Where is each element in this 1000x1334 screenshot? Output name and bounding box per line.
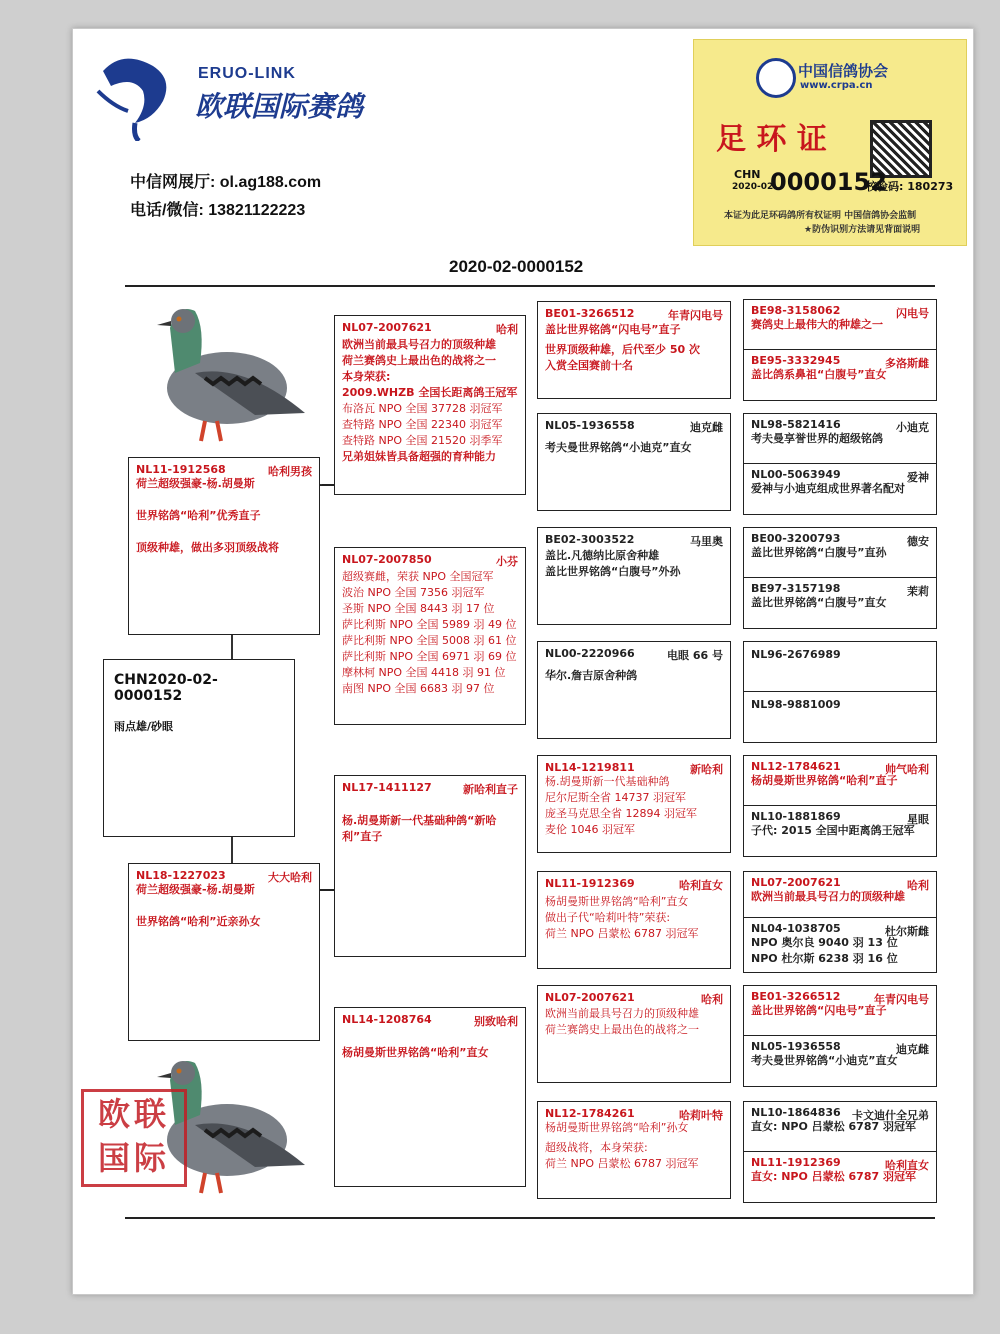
pigeon-name: 哈利 [496,323,518,336]
connector [231,635,233,659]
pigeon-name: 哈利直女 [679,879,723,892]
pigeon-name: 星眼 [907,813,929,826]
pedigree-line: 杨胡曼斯世界铭鸽“哈利”直女 [342,1046,489,1059]
top-rule [125,285,935,287]
website-line: 中信网展厅: ol.ag188.com [130,174,322,191]
pigeon-name: 迪克雌 [896,1043,929,1056]
connector [320,484,334,486]
brand-chinese: 欧联国际赛鸽 [195,90,364,123]
pigeon-id: BE02-3003522 [545,533,635,546]
pigeon-id: BE01-3266512 [751,990,841,1003]
gen4-pair-6 [743,871,937,973]
cert-ring-number: 0000152 [770,168,887,196]
pedigree-line: 兄弟姐妹皆具备超强的育种能力 [342,450,496,463]
pigeon-name: 哈利 [701,993,723,1006]
pedigree-line: 世界顶级种雄，后代至少 50 次 [545,343,700,356]
brand-english: ERUO-LINK [198,65,296,82]
pigeon-name: 新哈利直子 [463,783,518,796]
pedigree-line: 考夫曼享誉世界的超级铭鸽 [751,432,883,445]
gen4-pair-4 [743,641,937,743]
gen3-box-4 [537,641,731,739]
pigeon-id: NL11-1912369 [545,877,635,890]
pigeon-name: 年青闪电号 [874,993,929,1006]
pigeon-name: 哈莉叶特 [679,1109,723,1122]
pigeon-name: 别致哈利 [474,1015,518,1028]
pedigree-line: 荷兰超级强豪-杨.胡曼斯 [136,883,255,896]
pedigree-line: 麦伦 1046 羽冠军 [545,823,635,836]
subject-desc: 雨点雄/砂眼 [114,720,174,733]
pedigree-line: 直女: NPO 吕蒙松 6787 羽冠军 [751,1120,916,1133]
gen2-box-2 [334,547,526,725]
cert-url: www.crpa.cn [800,80,873,91]
cert-ring-prefix: CHN [734,168,761,181]
pedigree-line: 荷兰 NPO 吕蒙松 6787 羽冠军 [545,1157,699,1170]
pedigree-line: 赛鸽史上最伟大的种雄之一 [751,318,883,331]
pedigree-line: 盖比世界铭鸽“白腹号”直孙 [751,546,887,559]
pedigree-line: 直女: NPO 吕蒙松 6787 羽冠军 [751,1170,916,1183]
pedigree-line: 庞圣马克思全省 12894 羽冠军 [545,807,697,820]
connector [320,889,334,891]
pigeon-id: NL07-2007621 [545,991,635,1004]
pedigree-line: 本身荣获: [342,370,391,383]
pigeon-id: NL07-2007621 [751,876,841,889]
phone-line: 电话/微信: 13821122223 [130,202,306,219]
pigeon-name: 年青闪电号 [668,309,723,322]
gen4-pair-1 [743,299,937,401]
subject-ring: CHN2020-02-0000152 [114,672,218,704]
pigeon-id: BE95-3332945 [751,354,841,367]
pigeon-name: 小迪克 [896,421,929,434]
pedigree-line: 世界铭鸽“哈利”近亲孙女 [136,915,261,928]
cert-ring-year: 2020-02 [732,182,774,192]
pigeon-id: BE98-3158062 [751,304,841,317]
pigeon-id: BE97-3157198 [751,582,841,595]
pigeon-name: 新哈利 [690,763,723,776]
dam-box [128,863,320,1041]
pedigree-line: 世界铭鸽“哈利”优秀直子 [136,509,261,522]
pedigree-line: 考夫曼世界铭鸽“小迪克”直女 [751,1054,898,1067]
crpa-logo-icon [756,58,796,98]
pigeon-name: 大大哈利 [268,871,312,884]
pigeon-id: NL14-1219811 [545,761,635,774]
bird-logo-icon [93,51,178,141]
cert-check-code: 校验码: 180273 [866,180,954,193]
pigeon-id: NL17-1411127 [342,781,432,794]
pedigree-line: 萨比利斯 NPO 全国 6971 羽 69 位 [342,650,517,663]
pedigree-line: 南图 NPO 全国 6683 羽 97 位 [342,682,495,695]
pedigree-line: 布洛瓦 NPO 全国 37728 羽冠军 [342,402,503,415]
pedigree-line: 超级战将，本身荣获: [545,1141,648,1154]
gen2-box-3 [334,775,526,957]
pedigree-line: 萨比利斯 NPO 全国 5989 羽 49 位 [342,618,517,631]
pedigree-line: 2009.WHZB 全国长距离鸽王冠军 [342,386,518,399]
pedigree-number: 2020-02-0000152 [449,257,584,276]
seal-text: 欧联国际 [97,1095,170,1177]
pigeon-id: NL10-1881869 [751,810,841,823]
pedigree-line: 波治 NPO 全国 7356 羽冠军 [342,586,485,599]
pedigree-line: 华尔.詹吉原舍种鸽 [545,669,638,682]
pedigree-line: 查特路 NPO 全国 22340 羽冠军 [342,418,503,431]
pedigree-line: 荷兰 NPO 吕蒙松 6787 羽冠军 [545,927,699,940]
pedigree-line: 盖比世界铭鸽“白腹号”直女 [751,596,887,609]
pigeon-id: NL98-5821416 [751,418,841,431]
pigeon-name: 卡文迪什全兄弟 [852,1109,929,1122]
pigeon-id: NL11-1912568 [136,463,226,476]
gen4-pair-3 [743,527,937,629]
gen3-box-8 [537,1101,731,1199]
gen3-box-6 [537,871,731,969]
pedigree-line: 杨.胡曼斯新一代基础种鸽“新哈 [342,814,497,827]
connector [231,837,233,863]
pedigree-line: 盖比世界铭鸽“闪电号”直子 [545,323,681,336]
gen3-box-7 [537,985,731,1083]
pigeon-id: NL12-1784621 [751,760,841,773]
pedigree-line: 查特路 NPO 全国 21520 羽季军 [342,434,503,447]
gen2-box-1 [334,315,526,495]
pigeon-photo-top [135,293,315,453]
pedigree-line [136,492,312,508]
pedigree-line [342,797,518,813]
pigeon-id: NL98-9881009 [751,698,841,711]
gen4-pair-7 [743,985,937,1087]
pedigree-line: 欧洲当前最具号召力的顶级种雄 [751,890,905,903]
gen3-box-2 [537,413,731,511]
pedigree-line [136,524,312,540]
gen4-pair-2 [743,413,937,515]
pedigree-line: NPO 奥尔良 9040 羽 13 位 [751,936,898,949]
pigeon-id: NL00-2220966 [545,647,635,660]
pedigree-line: 荷兰赛鸽史上最出色的战将之一 [545,1023,699,1036]
cert-note1: 本证为此足环码鸽所有权证明 中国信鸽协会监制 [724,211,917,221]
gen3-box-5 [537,755,731,853]
pedigree-line: 子代: 2015 全国中距离鸽王冠军 [751,824,915,837]
gen3-box-3 [537,527,731,625]
pigeon-id: NL07-2007621 [342,321,432,334]
pigeon-id: NL04-1038705 [751,922,841,935]
pedigree-line: 做出子代“哈莉叶特”荣获: [545,911,671,924]
pigeon-id: NL05-1936558 [751,1040,841,1053]
pigeon-name: 哈利 [907,879,929,892]
connector [320,484,322,485]
cert-note2: ★防伪识别方法请见背面说明 [804,225,921,235]
pedigree-line: 萨比利斯 NPO 全国 5008 羽 61 位 [342,634,517,647]
pedigree-line: 荷兰赛鸽史上最出色的战将之一 [342,354,496,367]
pedigree-line: 圣斯 NPO 全国 8443 羽 17 位 [342,602,495,615]
pigeon-name: 迪克雌 [690,421,723,434]
pedigree-line: 盖比鸽系鼻祖“白腹号”直女 [751,368,887,381]
subject-box [103,659,295,837]
cert-title: 足 环 证 [716,122,827,157]
pedigree-line: 利”直子 [342,830,383,843]
red-seal-stamp [81,1089,187,1187]
pedigree-line: 考夫曼世界铭鸽“小迪克”直女 [545,441,692,454]
pigeon-id: NL14-1208764 [342,1013,432,1026]
pedigree-line: 盖比世界铭鸽“闪电号”直子 [751,1004,887,1017]
pigeon-id: NL18-1227023 [136,869,226,882]
pedigree-line: 尼尔尼斯全省 14737 羽冠军 [545,791,686,804]
pigeon-name: 哈利男孩 [268,465,312,478]
pigeon-id: NL00-5063949 [751,468,841,481]
pigeon-name: 闪电号 [896,307,929,320]
pigeon-id: BE01-3266512 [545,307,635,320]
pedigree-line: 荷兰超级强豪-杨.胡曼斯 [136,477,255,490]
pigeon-name: 多洛斯雌 [885,357,929,370]
gen2-box-4 [334,1007,526,1187]
pigeon-name: 茉莉 [907,585,929,598]
pigeon-id: BE00-3200793 [751,532,841,545]
bottom-rule [125,1217,935,1219]
pedigree-line: 入赏全国赛前十名 [545,359,633,372]
pigeon-id: NL12-1784261 [545,1107,635,1120]
pedigree-line: 摩林柯 NPO 全国 4418 羽 91 位 [342,666,506,679]
pigeon-name: 小芬 [496,555,518,568]
pigeon-name: 电眼 66 号 [667,649,723,662]
cert-org: 中国信鸽协会 [798,62,889,80]
pedigree-line: 盖比.凡德纳比原舍种雄 [545,549,660,562]
pedigree-line: 杨胡曼斯世界铭鸽“哈利”直子 [751,774,898,787]
pigeon-name: 帅气哈利 [885,763,929,776]
pigeon-id: NL96-2676989 [751,648,841,661]
pedigree-line: 杨胡曼斯世界铭鸽“哈利”直女 [545,895,689,908]
gen4-pair-8 [743,1101,937,1203]
pedigree-line: NPO 杜尔斯 6238 羽 16 位 [751,952,898,965]
pedigree-line: 顶级种雄，做出多羽顶级战将 [136,541,279,554]
pigeon-id: NL05-1936558 [545,419,635,432]
pedigree-line: 欧洲当前最具号召力的顶级种雄 [545,1007,699,1020]
pedigree-line: 杨.胡曼斯新一代基础种鸽 [545,775,670,788]
gen3-box-1 [537,301,731,399]
pigeon-name: 马里奥 [690,535,723,548]
pedigree-line [136,898,312,914]
pedigree-line: 爱神与小迪克组成世界著名配对 [751,482,905,495]
gen4-pair-5 [743,755,937,857]
pigeon-id: NL10-1864836 [751,1106,841,1119]
pigeon-name: 杜尔斯雌 [885,925,929,938]
pedigree-sheet [72,28,974,1295]
pedigree-line: 超级赛雌，荣获 NPO 全国冠军 [342,570,494,583]
pigeon-name: 爱神 [907,471,929,484]
sire-box [128,457,320,635]
pedigree-line: 盖比世界铭鸽“白腹号”外孙 [545,565,681,578]
pigeon-name: 哈利直女 [885,1159,929,1172]
pedigree-line: 欧洲当前最具号召力的顶级种雄 [342,338,496,351]
ring-certificate [693,39,967,246]
pigeon-name: 德安 [907,535,929,548]
pedigree-line [342,1029,518,1045]
pigeon-id: NL11-1912369 [751,1156,841,1169]
pedigree-line: 杨胡曼斯世界铭鸽“哈利”孙女 [545,1121,689,1134]
pigeon-id: NL07-2007850 [342,553,432,566]
